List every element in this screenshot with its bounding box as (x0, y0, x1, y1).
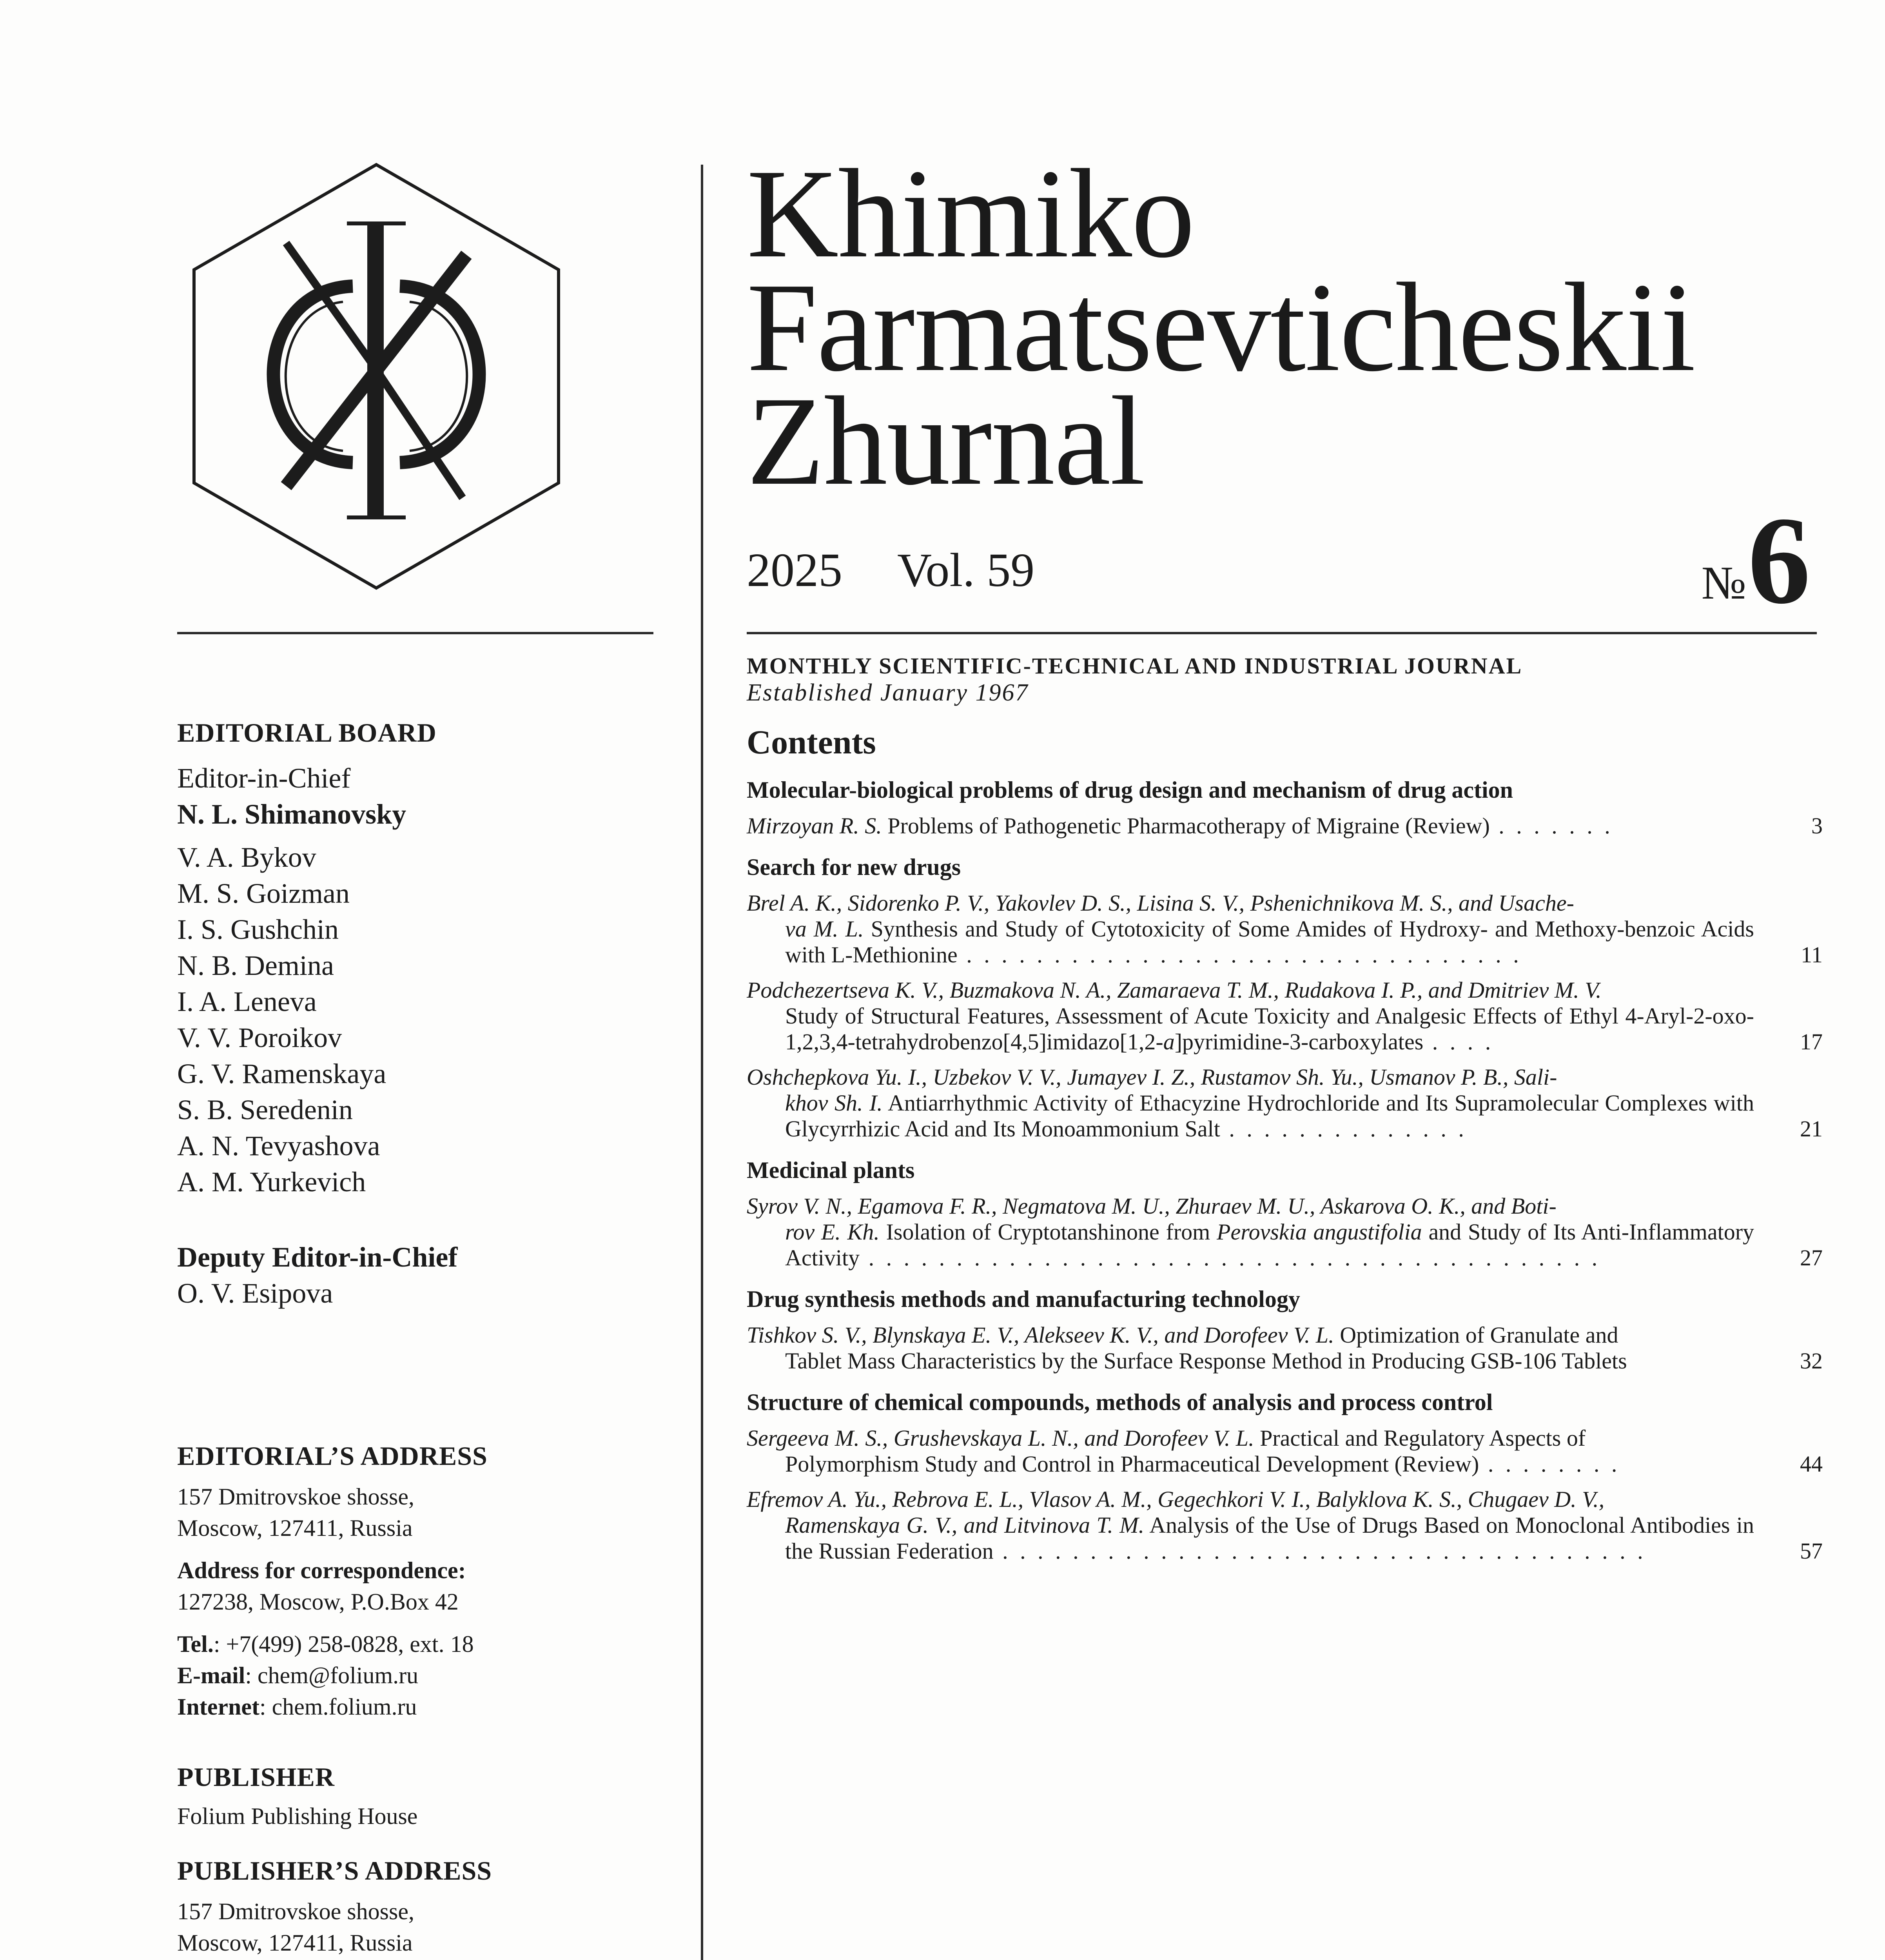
entry-first-line (747, 1425, 1754, 1451)
leader-dots: . . . . . . . . . . . . . . . . . . . . . . . . . . . . . . . . (957, 942, 1522, 967)
page-number: 11 (1801, 942, 1823, 967)
toc-entry[interactable] (747, 977, 1823, 1055)
entry-text: Perovskia angustifolia (1217, 1219, 1422, 1245)
correspondence-value: 127238, Moscow, P.O.Box 42 (177, 1589, 459, 1615)
entry-text: rov E. Kh. (785, 1219, 880, 1245)
entry-continuation (747, 1348, 1754, 1374)
year: 2025 (747, 544, 842, 597)
issue-value: 6 (1748, 491, 1811, 630)
board-members (177, 839, 671, 1200)
entry-text: a (1163, 1029, 1175, 1054)
toc-entry[interactable] (747, 1322, 1823, 1374)
issue-prefix: № (1701, 557, 1746, 609)
publisher-address-line1: 157 Dmitrovskoe shosse, (177, 1898, 414, 1924)
entry-text: and Study of Its Anti-Inflammatory Activity (785, 1219, 1754, 1270)
section-title: Search for new drugs (747, 854, 961, 880)
board-member: M. S. Goizman (177, 878, 350, 909)
entry-text: Mirzoyan R. S. (747, 813, 882, 838)
board-member: G. V. Ramenskaya (177, 1058, 386, 1089)
page-number: 32 (1800, 1348, 1823, 1374)
leader-dots: . . . . . . . . (1479, 1451, 1620, 1477)
board-member: V. A. Bykov (177, 842, 316, 873)
journal-subtitle: MONTHLY SCIENTIFIC-TECHNICAL AND INDUSTRIAL JOURNAL (747, 653, 1523, 679)
deputy-label: Deputy Editor-in-Chief (177, 1241, 458, 1273)
contents-heading: Contents (747, 723, 876, 761)
established-note: Established January 1967 (747, 679, 1029, 706)
issue-number (1701, 491, 1811, 630)
table-of-contents (747, 777, 1823, 1564)
page-number: 17 (1800, 1029, 1823, 1054)
left-divider (177, 632, 653, 634)
toc-entry[interactable] (747, 1425, 1823, 1477)
entry-text: ]pyrimidine-3-carboxylates (1174, 1029, 1424, 1054)
section-title: Structure of chemical compounds, methods of analysis and process control (747, 1389, 1493, 1415)
email-line (177, 1660, 671, 1691)
board-member: V. V. Poroikov (177, 1022, 342, 1053)
entry-first-line (747, 1193, 1754, 1219)
tel-line (177, 1628, 671, 1660)
journal-title (747, 143, 1695, 512)
email-value[interactable]: : chem@folium.ru (245, 1662, 419, 1688)
internet-value[interactable]: : chem.folium.ru (259, 1694, 417, 1720)
entry-text: Analysis of the Use of Drugs Based on Monoclonal Antibodies in the Russian Federation (785, 1512, 1754, 1564)
publisher-heading: PUBLISHER (177, 1762, 335, 1792)
title-line-3: Zhurnal (747, 370, 1145, 512)
volume: Vol. 59 (897, 544, 1035, 597)
editorial-address-line1: 157 Dmitrovskoe shosse, (177, 1484, 414, 1510)
toc-entry[interactable] (747, 1193, 1823, 1271)
entry-text: Oshchepkova Yu. I., Uzbekov V. V., Jumayev I. Z., Rustamov Sh. Yu., Usmanov P. B., Sali- (747, 1064, 1557, 1090)
board-member: S. B. Seredenin (177, 1094, 353, 1125)
correspondence-label: Address for correspondence: (177, 1557, 466, 1583)
section-title: Medicinal plants (747, 1157, 915, 1183)
tel-value: : +7(499) 258-0828, ext. 18 (213, 1631, 474, 1657)
entry-text: Study of Structural Features, Assessment of Acute Toxicity and Analgesic Effects of Ethyl 4-Aryl-2-oxo-1,2,3,4-tetrahydrobenzo[4,5]imidazo[1,2- (785, 1003, 1754, 1054)
entry-first-line (747, 977, 1754, 1003)
internet-line (177, 1691, 671, 1722)
publisher-name: Folium Publishing House (177, 1803, 418, 1829)
board-member: A. N. Tevyashova (177, 1130, 380, 1161)
entry-text: Sergeeva M. S., Grushevskaya L. N., and Dorofeev V. L. (747, 1425, 1254, 1451)
entry-first-line (747, 890, 1754, 916)
entry-first-line (747, 813, 1754, 839)
entry-continuation (747, 1512, 1754, 1564)
editorial-board-heading: EDITORIAL BOARD (177, 718, 437, 748)
chief-name: N. L. Shimanovsky (177, 799, 406, 830)
section-title: Molecular-biological problems of drug design and mechanism of drug action (747, 777, 1513, 803)
publisher-address-heading: PUBLISHER’S ADDRESS (177, 1856, 492, 1886)
right-column (747, 653, 1823, 1564)
entry-text: Synthesis and Study of Cytotoxicity of Some Amides of Hydroxy- and Methoxy-benzoic Acids with L-Methionine (785, 916, 1754, 967)
year-volume (747, 543, 1034, 598)
page-number: 44 (1800, 1451, 1823, 1477)
leader-dots: . . . . . . . . . . . . . . (1220, 1116, 1467, 1142)
board-member: A. M. Yurkevich (177, 1166, 366, 1198)
entry-text: Podchezertseva K. V., Buzmakova N. A., Zamaraeva T. M., Rudakova I. P., and Dmitriev M. V. (747, 977, 1602, 1003)
entry-continuation (747, 916, 1754, 968)
entry-first-line (747, 1322, 1754, 1348)
deputy-name: O. V. Esipova (177, 1278, 333, 1309)
leader-dots: . . . . (1423, 1029, 1494, 1054)
board-member: I. A. Leneva (177, 986, 317, 1017)
title-line-2: Farmatsevticheskii (747, 257, 1695, 398)
chief-label: Editor-in-Chief (177, 762, 351, 794)
toc-entry[interactable] (747, 890, 1823, 968)
entry-continuation (747, 1003, 1754, 1055)
toc-entry[interactable] (747, 1486, 1823, 1564)
page-number: 27 (1800, 1245, 1823, 1270)
page-number: 21 (1800, 1116, 1823, 1142)
entry-text: va M. L. (785, 916, 864, 942)
entry-text: Brel A. K., Sidorenko P. V., Yakovlev D. S., Lisina S. V., Pshenichnikova M. S., and Usache- (747, 890, 1574, 916)
entry-continuation (747, 1219, 1754, 1271)
toc-entry[interactable] (747, 813, 1823, 839)
journal-logo (188, 161, 564, 592)
entry-text: Optimization of Granulate and (1334, 1322, 1618, 1348)
editorial-address-heading: EDITORIAL’S ADDRESS (177, 1441, 488, 1471)
entry-text: Syrov V. N., Egamova F. R., Negmatova M. U., Zhuraev M. U., Askarova O. K., and Boti- (747, 1193, 1557, 1219)
page-number: 57 (1800, 1538, 1823, 1564)
entry-text: Efremov A. Yu., Rebrova E. L., Vlasov A. M., Gegechkori V. I., Balyklova K. S., Chugaev D. V., (747, 1486, 1605, 1512)
entry-text: Problems of Pathogenetic Pharmacotherapy of Migraine (Review) (882, 813, 1490, 838)
vertical-divider (701, 165, 703, 1960)
entry-text: Practical and Regulatory Aspects of (1254, 1425, 1586, 1451)
entry-text: khov Sh. I. (785, 1090, 883, 1116)
entry-continuation (747, 1090, 1754, 1142)
board-member: N. B. Demina (177, 950, 334, 981)
leader-dots: . . . . . . . . . . . . . . . . . . . . . . . . . . . . . . . . . . . . . (993, 1538, 1646, 1564)
header-divider (747, 632, 1817, 634)
leader-dots: . . . . . . . . . . . . . . . . . . . . . . . . . . . . . . . . . . . . . . . . . . (860, 1245, 1601, 1270)
entry-first-line (747, 1486, 1754, 1512)
entry-text: Isolation of Cryptotanshinone from (879, 1219, 1217, 1245)
leader-dots: . . . . . . . (1489, 813, 1613, 838)
entry-text: Tablet Mass Characteristics by the Surface Response Method in Producing GSB-106 Tablets (785, 1348, 1627, 1374)
entry-text: Tishkov S. V., Blynskaya E. V., Alekseev K. V., and Dorofeev V. L. (747, 1322, 1334, 1348)
tel-label: Tel. (177, 1631, 214, 1657)
left-column (177, 717, 671, 1960)
email-label: E-mail (177, 1662, 245, 1688)
entry-text: Ramenskaya G. V., and Litvinova T. M. (785, 1512, 1145, 1538)
section-title: Drug synthesis methods and manufacturing technology (747, 1286, 1300, 1312)
board-member: I. S. Gushchin (177, 914, 339, 945)
editorial-address-line2: Moscow, 127411, Russia (177, 1515, 413, 1541)
internet-label: Internet (177, 1694, 259, 1720)
page-number: 3 (1811, 813, 1823, 838)
entry-first-line (747, 1064, 1754, 1090)
entry-text: Polymorphism Study and Control in Pharmaceutical Development (Review) (785, 1451, 1479, 1477)
entry-continuation (747, 1451, 1754, 1477)
entry-text: Antiarrhythmic Activity of Ethacyzine Hydrochloride and Its Supramolecular Complexes with Glycyrrhizic Acid and Its Monoammonium Salt (785, 1090, 1754, 1142)
publisher-address-line2: Moscow, 127411, Russia (177, 1930, 413, 1956)
title-line-1: Khimiko (747, 143, 1194, 284)
toc-entry[interactable] (747, 1064, 1823, 1142)
